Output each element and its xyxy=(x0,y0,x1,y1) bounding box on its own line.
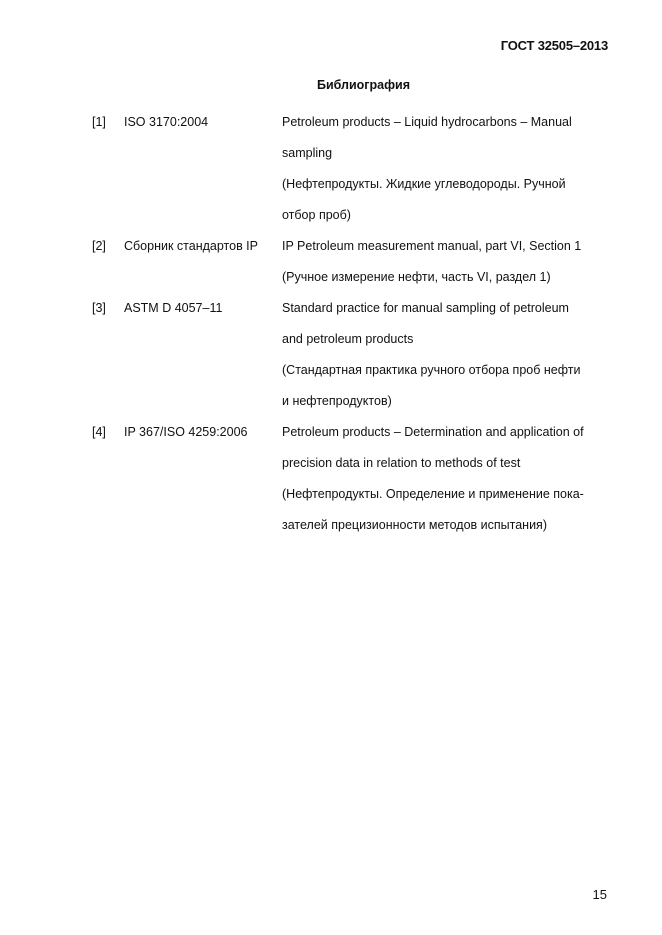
description-line: Petroleum products – Determination and application of xyxy=(282,425,584,439)
entry-code: ASTM D 4057–11 xyxy=(124,301,223,315)
bibliography-entry xyxy=(92,107,612,231)
section-title: Библиография xyxy=(316,78,411,92)
bibliography-list xyxy=(92,107,612,541)
entry-description xyxy=(282,107,612,231)
description-line: Petroleum products – Liquid hydrocarbons – Manual xyxy=(282,115,572,129)
entry-description xyxy=(282,231,612,293)
description-line: отбор проб) xyxy=(282,208,351,222)
entry-number: [4] xyxy=(92,425,106,439)
description-line: sampling xyxy=(282,146,333,160)
entry-code: Сборник стандартов IP xyxy=(124,239,258,253)
bibliography-entry xyxy=(92,417,612,541)
bibliography-entry xyxy=(92,231,612,293)
entry-description xyxy=(282,417,612,541)
description-line: (Нефтепродукты. Определение и применение пока- xyxy=(282,487,584,501)
description-line: и нефтепродуктов) xyxy=(282,394,392,408)
entry-code: ISO 3170:2004 xyxy=(124,115,209,129)
document-header: ГОСТ 32505–2013 xyxy=(500,38,608,53)
entry-number: [2] xyxy=(92,239,106,253)
entry-code: IP 367/ISO 4259:2006 xyxy=(124,425,248,439)
page-number: 15 xyxy=(592,887,607,902)
entry-description xyxy=(282,293,612,417)
entry-number: [3] xyxy=(92,301,106,315)
bibliography-entry xyxy=(92,293,612,417)
description-line: precision data in relation to methods of test xyxy=(282,456,521,470)
description-line: зателей прецизионности методов испытания) xyxy=(282,518,547,532)
entry-number: [1] xyxy=(92,115,106,129)
description-line: and petroleum products xyxy=(282,332,414,346)
description-line: (Стандартная практика ручного отбора проб нефти xyxy=(282,363,581,377)
description-line: IP Petroleum measurement manual, part VI, Section 1 xyxy=(282,239,582,253)
description-line: Standard practice for manual sampling of petroleum xyxy=(282,301,569,315)
description-line: (Ручное измерение нефти, часть VI, раздел 1) xyxy=(282,270,551,284)
description-line: (Нефтепродукты. Жидкие углеводороды. Ручной xyxy=(282,177,566,191)
